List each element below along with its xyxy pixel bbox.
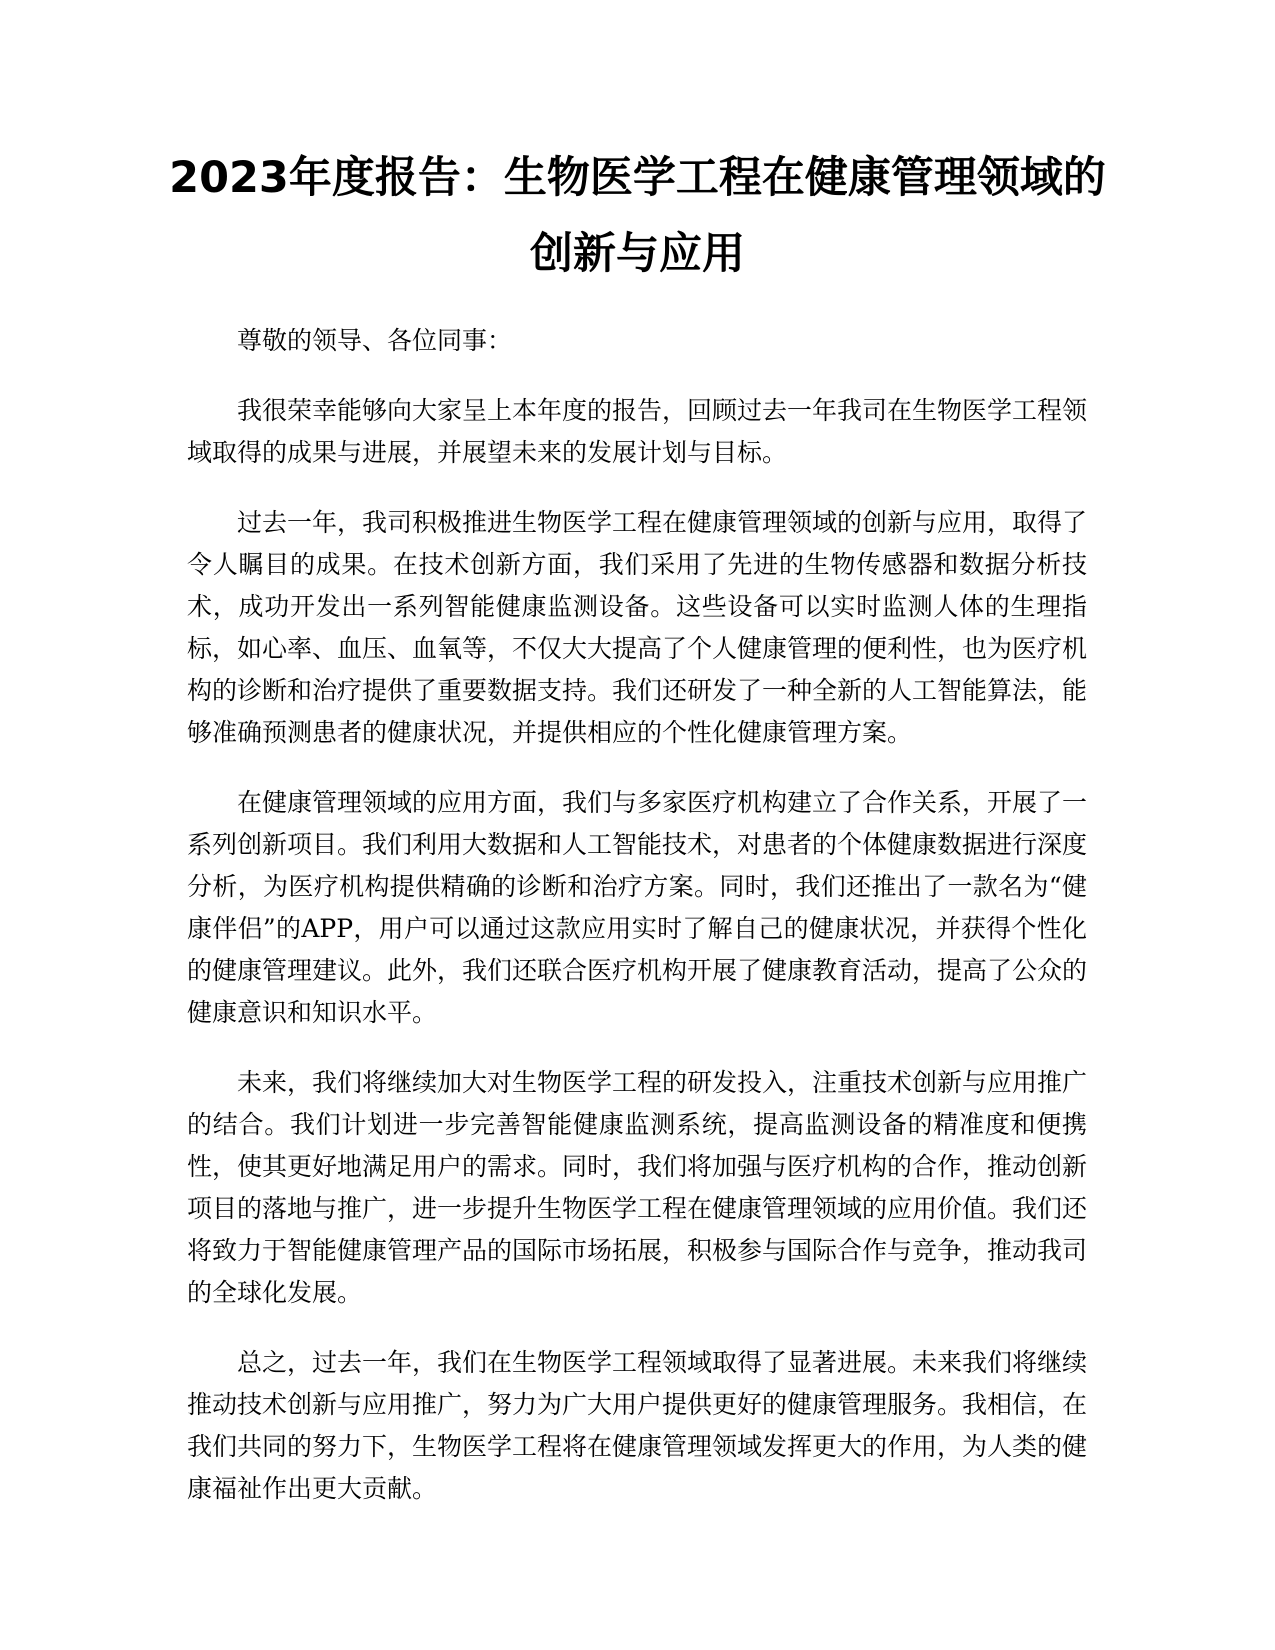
greeting: 尊敬的领导、各位同事： <box>237 326 513 355</box>
paragraph-intro: 我很荣幸能够向大家呈上本年度的报告，回顾过去一年我司在生物医学工程领域取得的成果与进展，并展望未来的发展计划与目标。 <box>187 396 1088 467</box>
paragraph-conclusion: 总之，过去一年，我们在生物医学工程领域取得了显著进展。未来我们将继续推动技术创新与应用推广，努力为广大用户提供更好的健康管理服务。我相信，在我们共同的努力下，生物医学工程将在健康管理领域发挥更大的作用，为人类的健康福祉作出更大贡献。 <box>187 1348 1088 1503</box>
paragraph-applications: 在健康管理领域的应用方面，我们与多家医疗机构建立了合作关系，开展了一系列创新项目。我们利用大数据和人工智能技术，对患者的个体健康数据进行深度分析，为医疗机构提供精确的诊断和治疗方案。同时，我们还推出了一款名为“健康伴侣”的APP，用户可以通过这款应用实时了解自己的健康状况，并获得个性化的健康管理建议。此外，我们还联合医疗机构开展了健康教育活动，提高了公众的健康意识和知识水平。 <box>187 788 1088 1027</box>
paragraph-future: 未来，我们将继续加大对生物医学工程的研发投入，注重技术创新与应用推广的结合。我们计划进一步完善智能健康监测系统，提高监测设备的精准度和便携性，使其更好地满足用户的需求。同时，我们将加强与医疗机构的合作，推动创新项目的落地与推广，进一步提升生物医学工程在健康管理领域的应用价值。我们还将致力于智能健康管理产品的国际市场拓展，积极参与国际合作与竞争，推动我司的全球化发展。 <box>187 1068 1088 1307</box>
paragraph-achievements: 过去一年，我司积极推进生物医学工程在健康管理领域的创新与应用，取得了令人瞩目的成果。在技术创新方面，我们采用了先进的生物传感器和数据分析技术，成功开发出一系列智能健康监测设备。这些设备可以实时监测人体的生理指标，如心率、血压、血氧等，不仅大大提高了个人健康管理的便利性，也为医疗机构的诊断和治疗提供了重要数据支持。我们还研发了一种全新的人工智能算法，能够准确预测患者的健康状况，并提供相应的个性化健康管理方案。 <box>187 508 1088 747</box>
document-title: 2023年度报告：生物医学工程在健康管理领域的创新与应用 <box>169 153 1106 279</box>
document-body <box>187 320 1087 1538</box>
